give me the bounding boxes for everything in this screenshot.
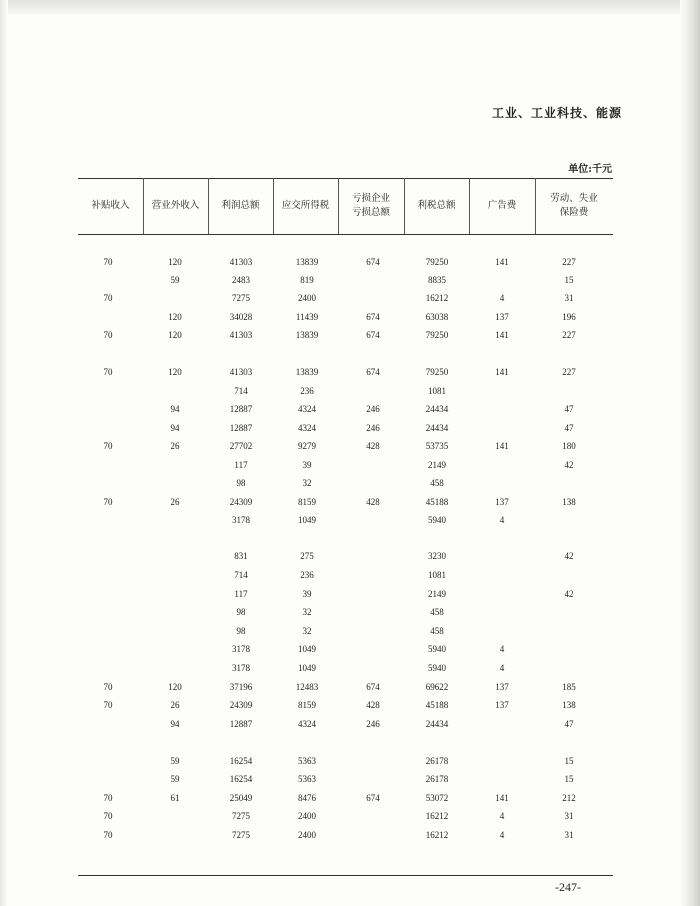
table-cell: 4	[499, 811, 505, 821]
table-cell: 196	[562, 312, 576, 322]
table-cell: 7275	[232, 811, 250, 821]
table-cell: 236	[300, 570, 314, 580]
table-cell: 120	[168, 682, 182, 692]
table-cell: 9279	[298, 441, 316, 451]
table-cell: 70	[103, 497, 113, 507]
table-cell: 31	[564, 830, 574, 840]
table-cell: 79250	[425, 367, 449, 377]
table-cell: 227	[562, 330, 576, 340]
table-cell: 137	[495, 497, 509, 507]
table-cell: 53072	[425, 793, 449, 803]
table-cell: 45188	[425, 700, 449, 710]
table-cell: 1049	[298, 644, 316, 654]
table-cell: 25049	[229, 793, 253, 803]
table-cell: 26	[170, 441, 180, 451]
table-cell: 98	[236, 607, 246, 617]
table-cell: 31	[564, 293, 574, 303]
column-header: 利税总额	[417, 200, 456, 211]
table-cell: 137	[495, 312, 509, 322]
table-cell: 4324	[298, 404, 316, 414]
section-title: 工业、工业科技、能源	[492, 106, 623, 120]
table-cell: 70	[103, 682, 113, 692]
column-header: 应交所得税	[281, 200, 330, 211]
table-cell: 32	[302, 607, 312, 617]
table-cell: 27702	[229, 441, 253, 451]
table-cell: 141	[495, 793, 509, 803]
column-header: 广告费	[487, 200, 517, 211]
table-cell: 674	[366, 330, 380, 340]
table-cell: 3230	[428, 551, 446, 561]
table-cell: 24434	[425, 719, 449, 729]
table-cell: 98	[236, 626, 246, 636]
table-cell: 2483	[232, 275, 250, 285]
table-cell: 458	[430, 478, 444, 488]
table-cell: 4	[499, 293, 505, 303]
table-cell: 15	[564, 275, 574, 285]
table-cell: 47	[564, 423, 574, 433]
table-cell: 428	[366, 700, 380, 710]
table-cell: 94	[170, 423, 180, 433]
table-cell: 47	[564, 719, 574, 729]
column-header: 营业外收入	[151, 200, 200, 211]
table-cell: 24434	[425, 404, 449, 414]
table-cell: 1049	[298, 515, 316, 525]
table-cell: 2149	[428, 460, 446, 470]
table-cell: 11439	[295, 312, 319, 322]
table-cell: 141	[495, 257, 509, 267]
table-cell: 4324	[298, 423, 316, 433]
table-cell: 674	[366, 367, 380, 377]
table-cell: 831	[234, 551, 248, 561]
table-cell: 34028	[229, 312, 253, 322]
table-cell: 5363	[298, 774, 316, 784]
table-cell: 8476	[298, 793, 316, 803]
table-cell: 12887	[229, 719, 253, 729]
table-cell: 1081	[428, 386, 446, 396]
table-cell: 5940	[428, 515, 446, 525]
table-cell: 16254	[229, 756, 253, 766]
table-cell: 53735	[425, 441, 449, 451]
table-cell: 70	[103, 367, 113, 377]
table-cell: 2149	[428, 589, 446, 599]
table-cell: 7275	[232, 830, 250, 840]
table-cell: 141	[495, 367, 509, 377]
table-cell: 59	[170, 756, 180, 766]
table-cell: 120	[168, 330, 182, 340]
table-cell: 39	[302, 460, 312, 470]
unit-label: 单位:千元	[568, 164, 612, 175]
scan-shadow-left	[0, 0, 8, 906]
table-cell: 69622	[425, 682, 449, 692]
table-cell: 458	[430, 626, 444, 636]
table-cell: 428	[366, 497, 380, 507]
table-cell: 42	[564, 551, 574, 561]
table-cell: 42	[564, 589, 574, 599]
table-cell: 141	[495, 330, 509, 340]
table-cell: 16212	[425, 830, 449, 840]
table-cell: 94	[170, 404, 180, 414]
table-cell: 32	[302, 626, 312, 636]
table-cell: 79250	[425, 257, 449, 267]
table-cell: 5363	[298, 756, 316, 766]
table-cell: 70	[103, 441, 113, 451]
column-header: 劳动、失业 保险费	[550, 193, 598, 218]
table-cell: 246	[366, 719, 380, 729]
table-cell: 41303	[229, 367, 253, 377]
table-cell: 428	[366, 441, 380, 451]
table-cell: 5940	[428, 644, 446, 654]
column-header: 利润总额	[221, 200, 260, 211]
table-cell: 4324	[298, 719, 316, 729]
table-cell: 246	[366, 404, 380, 414]
table-cell: 180	[562, 441, 576, 451]
table-cell: 24434	[425, 423, 449, 433]
table-header-rule	[78, 234, 613, 235]
table-cell: 94	[170, 719, 180, 729]
table-cell: 15	[564, 774, 574, 784]
table-cell: 4	[499, 515, 505, 525]
table-cell: 227	[562, 257, 576, 267]
table-cell: 70	[103, 293, 113, 303]
table-cell: 138	[562, 497, 576, 507]
table-cell: 70	[103, 257, 113, 267]
table-cell: 1049	[298, 663, 316, 673]
table-cell: 137	[495, 682, 509, 692]
table-cell: 24309	[229, 497, 253, 507]
table-cell: 674	[366, 312, 380, 322]
table-cell: 117	[234, 589, 248, 599]
table-cell: 37196	[229, 682, 253, 692]
table-cell: 246	[366, 423, 380, 433]
table-cell: 26178	[425, 756, 449, 766]
table-cell: 141	[495, 441, 509, 451]
table-cell: 8835	[428, 275, 446, 285]
column-header: 补贴收入	[91, 200, 130, 211]
table-cell: 70	[103, 793, 113, 803]
table-cell: 13839	[295, 367, 319, 377]
page-number: -247-	[555, 880, 581, 894]
table-cell: 59	[170, 774, 180, 784]
table-cell: 15	[564, 756, 574, 766]
table-cell: 98	[236, 478, 246, 488]
table-cell: 120	[168, 312, 182, 322]
table-cell: 31	[564, 811, 574, 821]
table-cell: 138	[562, 700, 576, 710]
table-cell: 674	[366, 257, 380, 267]
scan-shadow-right	[680, 0, 700, 906]
table-cell: 674	[366, 682, 380, 692]
table-cell: 120	[168, 257, 182, 267]
table-cell: 714	[234, 570, 248, 580]
table-cell: 39	[302, 589, 312, 599]
table-cell: 2400	[298, 811, 316, 821]
table-cell: 8159	[298, 700, 316, 710]
table-cell: 12887	[229, 423, 253, 433]
table-cell: 12887	[229, 404, 253, 414]
table-cell: 5940	[428, 663, 446, 673]
table-cell: 41303	[229, 257, 253, 267]
scan-shadow-top	[0, 0, 700, 14]
table-cell: 458	[430, 607, 444, 617]
table-cell: 16254	[229, 774, 253, 784]
table-cell: 185	[562, 682, 576, 692]
table-cell: 41303	[229, 330, 253, 340]
table-cell: 3178	[232, 644, 250, 654]
table-cell: 32	[302, 478, 312, 488]
table-cell: 4	[499, 644, 505, 654]
table-cell: 819	[300, 275, 314, 285]
table-cell: 70	[103, 811, 113, 821]
table-cell: 26	[170, 497, 180, 507]
table-cell: 4	[499, 663, 505, 673]
table-cell: 3178	[232, 515, 250, 525]
table-cell: 26178	[425, 774, 449, 784]
table-cell: 117	[234, 460, 248, 470]
table-cell: 12483	[295, 682, 319, 692]
table-cell: 45188	[425, 497, 449, 507]
table-cell: 120	[168, 367, 182, 377]
table-cell: 24309	[229, 700, 253, 710]
table-cell: 42	[564, 460, 574, 470]
table-cell: 16212	[425, 811, 449, 821]
table-cell: 61	[170, 793, 180, 803]
table-cell: 674	[366, 793, 380, 803]
table-cell: 4	[499, 830, 505, 840]
table-cell: 227	[562, 367, 576, 377]
table-cell: 1081	[428, 570, 446, 580]
table-cell: 8159	[298, 497, 316, 507]
table-cell: 13839	[295, 330, 319, 340]
table-cell: 275	[300, 551, 314, 561]
table-cell: 16212	[425, 293, 449, 303]
table-cell: 70	[103, 830, 113, 840]
table-cell: 137	[495, 700, 509, 710]
table-cell: 59	[170, 275, 180, 285]
page-bottom-rule	[78, 875, 613, 876]
column-header: 亏损企业 亏损总额	[351, 193, 390, 218]
table-cell: 714	[234, 386, 248, 396]
table-cell: 7275	[232, 293, 250, 303]
table-cell: 236	[300, 386, 314, 396]
table-cell: 2400	[298, 293, 316, 303]
table-cell: 13839	[295, 257, 319, 267]
table-cell: 2400	[298, 830, 316, 840]
table-cell: 212	[562, 793, 576, 803]
table-cell: 26	[170, 700, 180, 710]
table-cell: 70	[103, 330, 113, 340]
table-cell: 70	[103, 700, 113, 710]
table-cell: 63038	[425, 312, 449, 322]
table-cell: 3178	[232, 663, 250, 673]
table-cell: 47	[564, 404, 574, 414]
table-cell: 79250	[425, 330, 449, 340]
